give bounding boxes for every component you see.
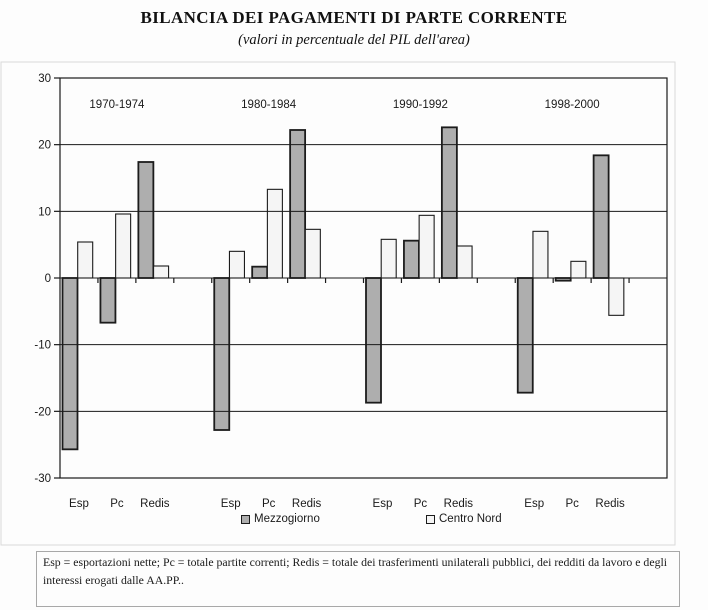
period-label-1980-1984: 1980-1984 [241,99,297,111]
y-tick-label-0: 0 [44,273,51,285]
category-label-pc-1980-1984: Pc [261,498,276,510]
bar-centro-nord-1998-2000-esp [533,231,548,278]
bar-mezzogiorno-1990-1992-redis [442,127,457,278]
bar-mezzogiorno-1970-1974-redis [138,162,153,278]
chart-title: BILANCIA DEI PAGAMENTI DI PARTE CORRENTE [140,8,568,27]
bar-centro-nord-1990-1992-redis [457,246,472,278]
bar-centro-nord-1980-1984-redis [305,229,320,278]
y-tick-label--10: -10 [34,339,51,352]
legend-swatch-mezzogiorno [241,515,250,524]
legend-label-centro-nord: Centro Nord [439,513,502,525]
legend-item-centro-nord [426,513,502,525]
period-label-1990-1992: 1990-1992 [392,99,448,111]
category-label-esp-1990-1992: Esp [372,498,393,510]
category-label-redis-1980-1984: Redis [291,498,322,510]
bar-centro-nord-1980-1984-esp [229,251,244,278]
bar-mezzogiorno-1970-1974-esp [63,278,78,449]
bar-mezzogiorno-1980-1984-redis [290,130,305,278]
bar-centro-nord-1970-1974-redis [154,266,169,278]
footnote-text: Esp = esportazioni nette; Pc = totale partite correnti; Redis = totale dei trasferimenti unilaterali pubblici, dei redditi da lavoro e degli interessi erogati dalle AA.PP.. [43,555,668,587]
y-tick-label--20: -20 [34,406,51,419]
bar-mezzogiorno-1990-1992-esp [366,278,381,403]
bar-mezzogiorno-1998-2000-esp [518,278,533,393]
chart-subtitle: (valori in percentuale del PIL dell'area) [238,32,470,48]
y-tick-label-20: 20 [38,139,51,152]
bar-centro-nord-1970-1974-esp [78,242,93,278]
category-label-pc-1990-1992: Pc [413,498,428,510]
y-tick-label-10: 10 [38,206,51,219]
category-label-esp-1998-2000: Esp [524,498,545,510]
y-tick-label--30: -30 [34,473,51,485]
footnote-box [36,551,680,607]
bar-mezzogiorno-1990-1992-pc [404,241,419,278]
category-label-redis-1998-2000: Redis [595,498,625,510]
bar-mezzogiorno-1998-2000-redis [594,155,609,278]
category-label-esp-1970-1974: Esp [69,498,89,510]
category-label-pc-1970-1974: Pc [110,498,124,510]
category-label-pc-1998-2000: Pc [565,498,579,510]
bar-centro-nord-1998-2000-pc [571,261,586,278]
period-label-1970-1974: 1970-1974 [89,99,145,111]
bar-centro-nord-1990-1992-pc [419,215,434,278]
period-label-1998-2000: 1998-2000 [544,99,600,111]
category-label-redis-1970-1974: Redis [140,498,170,510]
bar-mezzogiorno-1970-1974-pc [100,278,115,323]
category-label-redis-1990-1992: Redis [443,498,474,510]
legend-item-mezzogiorno [241,513,320,525]
bar-mezzogiorno-1980-1984-esp [214,278,229,430]
legend-swatch-centro-nord [426,515,435,524]
bar-centro-nord-1980-1984-pc [267,189,282,278]
bar-mezzogiorno-1980-1984-pc [252,267,267,278]
chart-legend [0,513,708,531]
bar-centro-nord-1970-1974-pc [116,214,131,278]
category-label-esp-1980-1984: Esp [220,498,241,510]
bar-centro-nord-1990-1992-esp [381,239,396,278]
y-tick-label-30: 30 [38,73,51,85]
legend-label-mezzogiorno: Mezzogiorno [254,513,320,525]
bar-centro-nord-1998-2000-redis [609,278,624,315]
